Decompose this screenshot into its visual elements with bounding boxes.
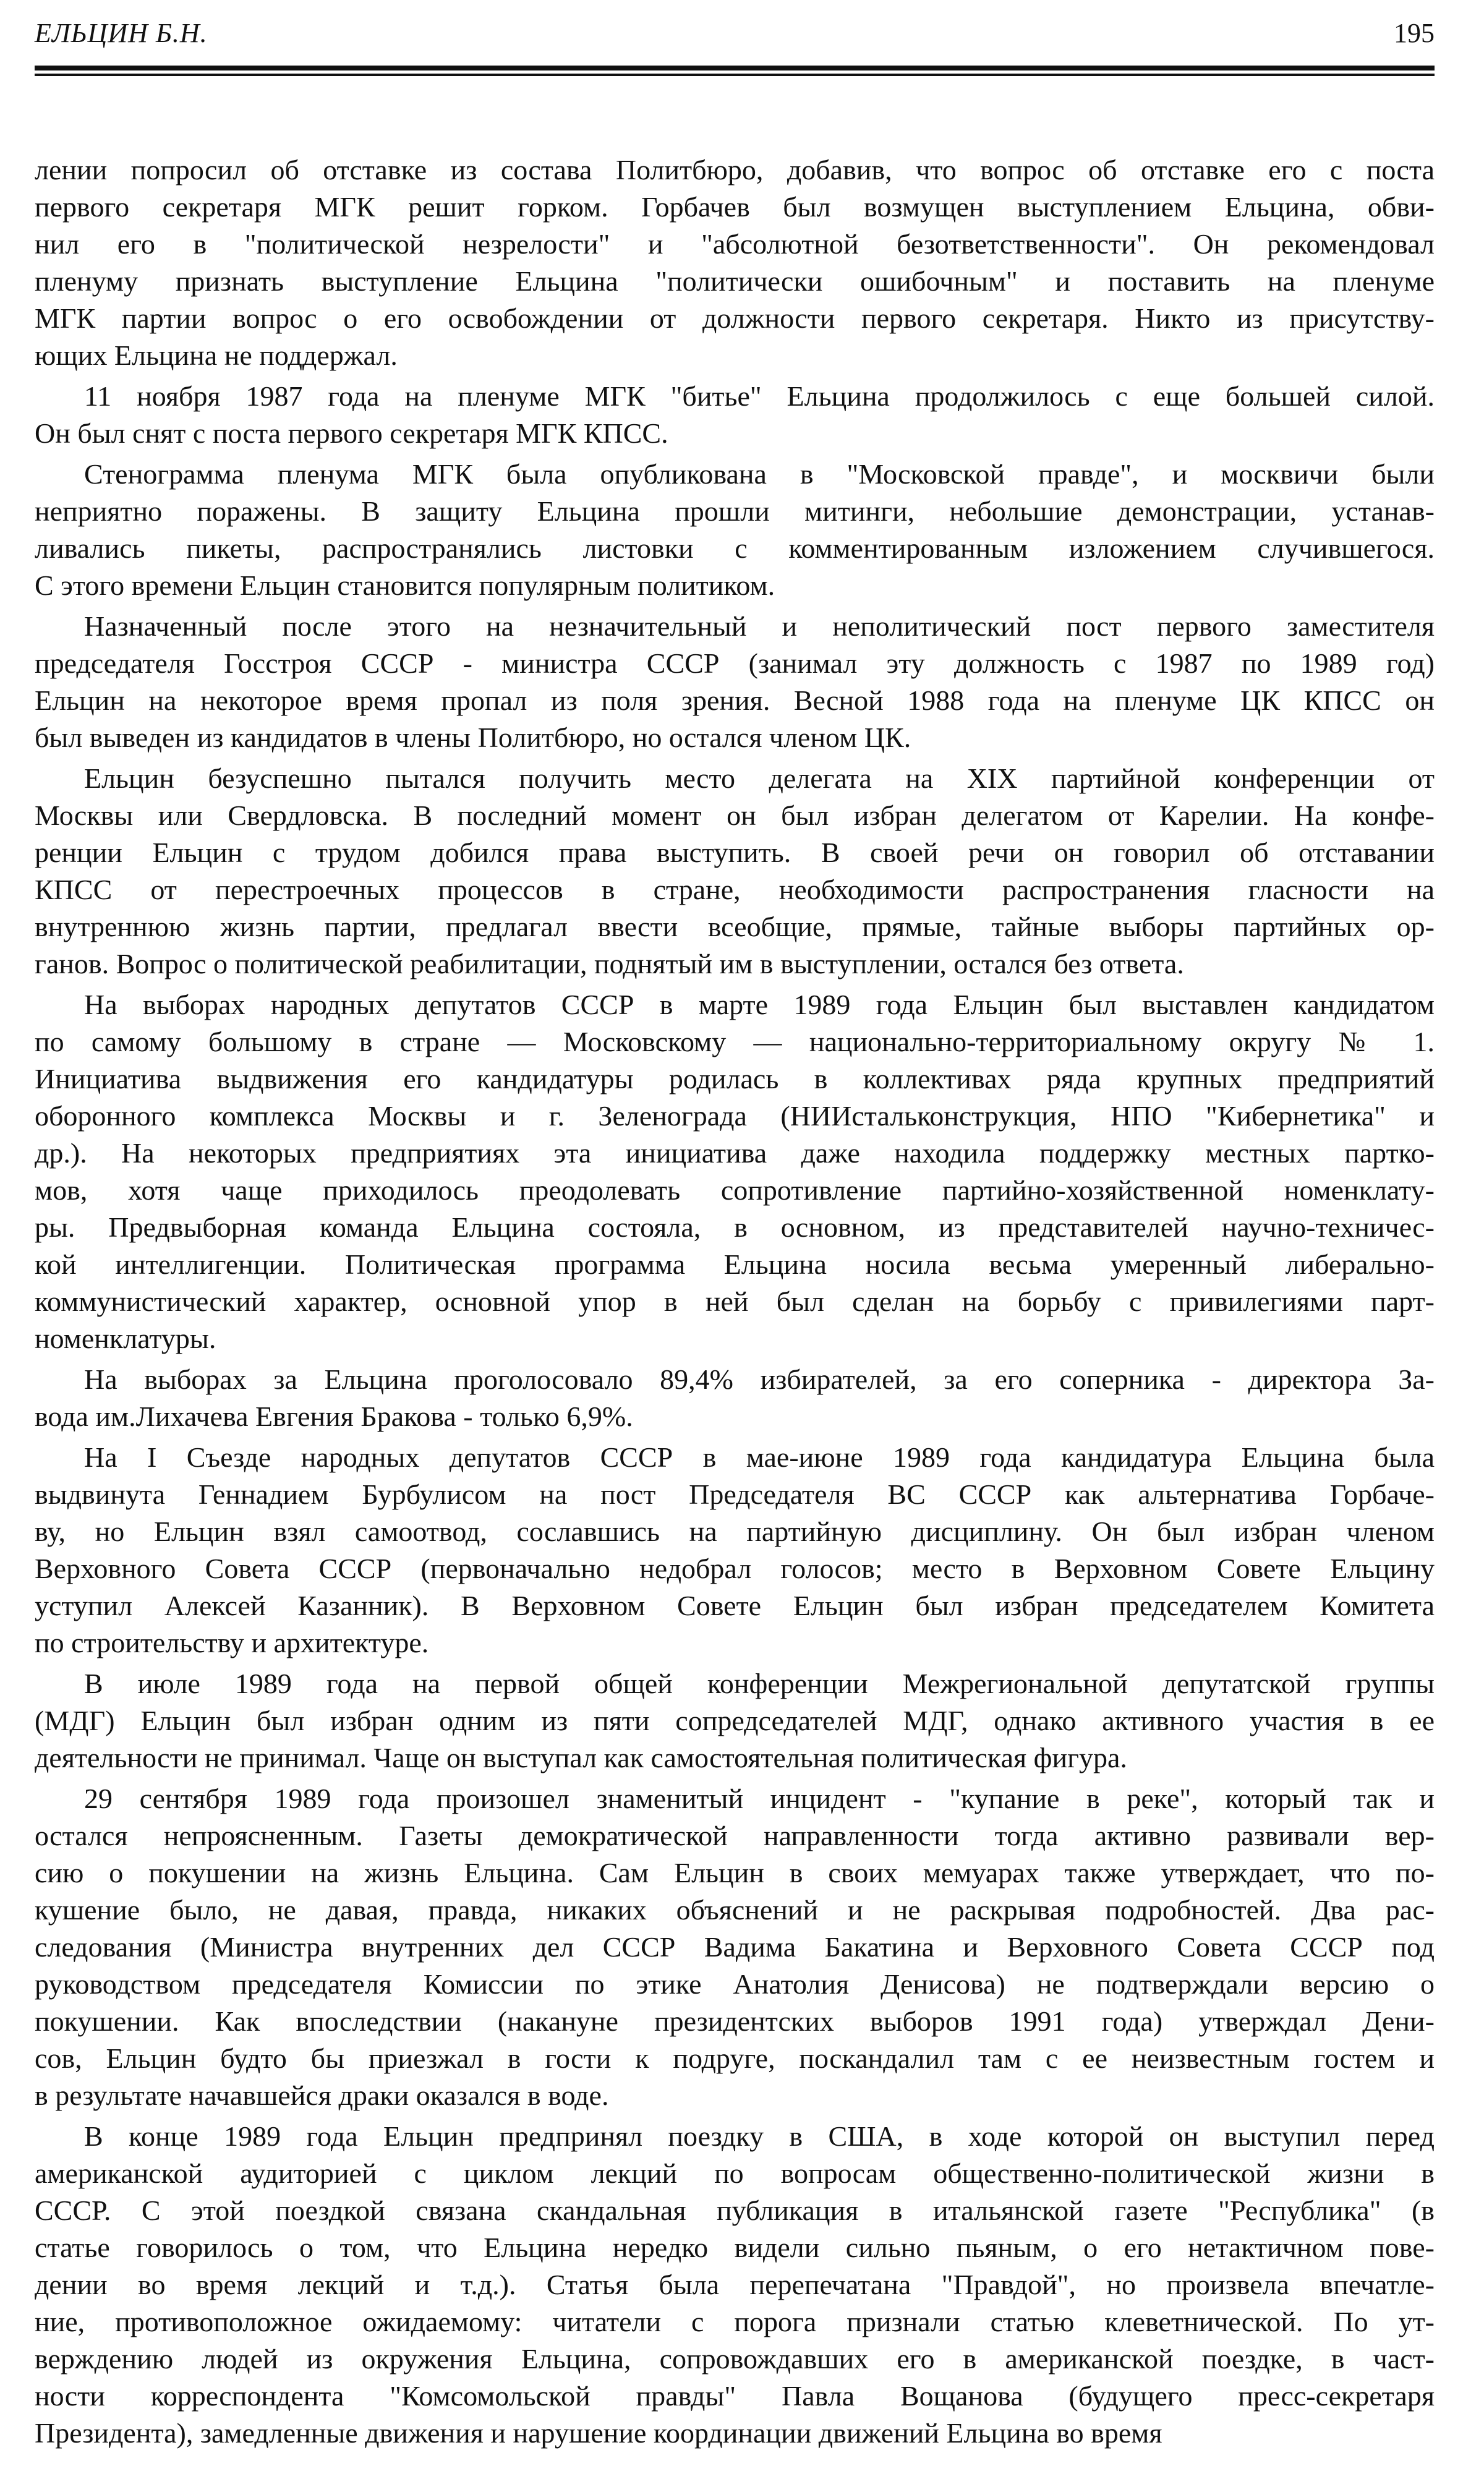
- text-line: 29 сентября 1989 года произошел знаменитый инцидент - "купание в реке", который так и: [84, 1783, 1435, 1814]
- header-rule-thin: [35, 74, 1435, 76]
- text-line: вода им.Лихачева Евгения Бракова - только 6,9%.: [35, 1401, 633, 1432]
- text-line: ности корреспондента "Комсомольской правды" Павла Вощанова (будущего пресс-секретаря: [35, 2380, 1435, 2412]
- paragraph: [35, 986, 1435, 1357]
- text-line: 11 ноября 1987 года на пленуме МГК "битье" Ельцина продолжилось с еще большей силой.: [84, 380, 1435, 412]
- text-line: сов, Ельцин будто бы приезжал в гости к подруге, поскандалил там с ее неизвестным гостем и: [35, 2042, 1435, 2074]
- text-line: ливались пикеты, распространялись листовки с комментированным изложением случившегося.: [35, 532, 1435, 564]
- text-line: ву, но Ельцин взял самоотвод, сославшись на партийную дисциплину. Он был избран членом: [35, 1516, 1435, 1547]
- text-line: КПСС от перестроечных процессов в стране, необходимости распространения гласности на: [35, 874, 1435, 905]
- text-line: был выведен из кандидатов в члены Политбюро, но остался членом ЦК.: [35, 722, 911, 753]
- text-line: уступил Алексей Казанник). В Верховном Совете Ельцин был избран председателем Комитета: [35, 1590, 1435, 1621]
- text-line: ющих Ельцина не поддержал.: [35, 339, 398, 371]
- text-line: На I Съезде народных депутатов СССР в мае-июне 1989 года кандидатура Ельцина была: [84, 1441, 1435, 1473]
- paragraph: [35, 1780, 1435, 2114]
- text-line: Москвы или Свердловска. В последний момент он был избран делегатом от Карелии. На конфе-: [35, 800, 1435, 831]
- text-line: СССР. С этой поездкой связана скандальная публикация в итальянской газете "Республика" (в: [35, 2195, 1435, 2226]
- paragraph: [35, 1665, 1435, 1777]
- paragraph: [35, 151, 1435, 374]
- text-line: МГК партии вопрос о его освобождении от должности первого секретаря. Никто из присутству-: [35, 302, 1435, 334]
- text-line: нил его в "политической незрелости" и "абсолютной безответственности". Он рекомендовал: [35, 228, 1435, 260]
- page-number: 195: [1394, 18, 1435, 48]
- paragraph: [35, 378, 1435, 452]
- text-line: ганов. Вопрос о политической реабилитации, поднятый им в выступлении, остался без ответа.: [35, 948, 1184, 979]
- text-line: кушение было, не давая, правда, никаких объяснений и не раскрывая подробностей. Два рас-: [35, 1894, 1435, 1926]
- text-line: ние, противоположное ожидаемому: читатели с порога признали статью клеветнической. По ут-: [35, 2306, 1435, 2337]
- text-line: С этого времени Ельцин становится популярным политиком.: [35, 570, 775, 601]
- text-line: лении попросил об отставке из состава Политбюро, добавив, что вопрос об отставке его с поста: [35, 154, 1435, 186]
- text-line: внутреннюю жизнь партии, предлагал ввести всеобщие, прямые, тайные выборы партийных ор-: [35, 911, 1435, 942]
- text-line: остался непроясненным. Газеты демократической направленности тогда активно развивали вер-: [35, 1820, 1435, 1851]
- paragraph: [35, 608, 1435, 756]
- text-line: верждению людей из окружения Ельцина, сопровождавших его в американской поездке, в част-: [35, 2343, 1435, 2375]
- text-line: первого секретаря МГК решит горком. Горбачев был возмущен выступлением Ельцина, обви-: [35, 191, 1435, 223]
- paragraph: [35, 760, 1435, 983]
- text-line: неприятно поражены. В защиту Ельцина прошли митинги, небольшие демонстрации, устанав-: [35, 495, 1435, 527]
- text-line: дении во время лекций и т.д.). Статья была перепечатана "Правдой", но произвела впечатле-: [35, 2269, 1435, 2300]
- text-line: покушении. Как впоследствии (накануне президентских выборов 1991 года) утверждал Дени-: [35, 2005, 1435, 2037]
- paragraph: [35, 1439, 1435, 1662]
- text-line: американской аудиторией с циклом лекций по вопросам общественно-политической жизни в: [35, 2157, 1435, 2189]
- text-line: руководством председателя Комиссии по этике Анатолия Денисова) не подтверждали версию о: [35, 1968, 1435, 2000]
- header-rule-thick: [35, 66, 1435, 70]
- text-line: Стенограмма пленума МГК была опубликована в "Московской правде", и москвичи были: [84, 458, 1435, 490]
- paragraph: [35, 2118, 1435, 2452]
- page-body-text: [35, 151, 1435, 2452]
- text-line: председателя Госстроя СССР - министра СССР (занимал эту должность с 1987 по 1989 год): [35, 647, 1435, 679]
- text-line: пленуму признать выступление Ельцина "политически ошибочным" и поставить на пленуме: [35, 265, 1435, 297]
- text-line: выдвинута Геннадием Бурбулисом на пост Председателя ВС СССР как альтернатива Горбаче-: [35, 1479, 1435, 1510]
- text-line: коммунистический характер, основной упор в ней был сделан на борьбу с привилегиями парт-: [35, 1286, 1435, 1317]
- text-line: В конце 1989 года Ельцин предпринял поездку в США, в ходе которой он выступил перед: [84, 2120, 1435, 2152]
- text-line: На выборах народных депутатов СССР в марте 1989 года Ельцин был выставлен кандидатом: [84, 989, 1435, 1020]
- text-line: деятельности не принимал. Чаще он выступал как самостоятельная политическая фигура.: [35, 1742, 1127, 1773]
- text-line: Ельцин безуспешно пытался получить место делегата на XIX партийной конференции от: [84, 762, 1435, 794]
- text-line: мов, хотя чаще приходилось преодолевать сопротивление партийно-хозяйственной номенклату-: [35, 1174, 1435, 1206]
- text-line: Инициатива выдвижения его кандидатуры родилась в коллективах ряда крупных предприятий: [35, 1063, 1435, 1095]
- text-line: др.). На некоторых предприятиях эта инициатива даже находила поддержку местных партко-: [35, 1137, 1435, 1169]
- text-line: Ельцин на некоторое время пропал из поля зрения. Весной 1988 года на пленуме ЦК КПСС он: [35, 685, 1435, 716]
- text-line: Верховного Совета СССР (первоначально недобрал голосов; место в Верховном Совете Ельцину: [35, 1553, 1435, 1584]
- text-line: кой интеллигенции. Политическая программа Ельцина носила весьма умеренный либерально-: [35, 1248, 1435, 1280]
- text-line: В июле 1989 года на первой общей конференции Межрегиональной депутатской группы: [84, 1668, 1435, 1699]
- text-line: ренции Ельцин с трудом добился права выступить. В своей речи он говорил об отставании: [35, 837, 1435, 868]
- running-title: ЕЛЬЦИН Б.Н.: [35, 18, 208, 48]
- text-line: Он был снят с поста первого секретаря МГК КПСС.: [35, 417, 668, 449]
- text-line: (МДГ) Ельцин был избран одним из пяти сопредседателей МДГ, однако активного участия в ее: [35, 1705, 1435, 1736]
- text-line: Назначенный после этого на незначительный и неполитический пост первого заместителя: [84, 610, 1435, 642]
- text-line: в результате начавшейся драки оказался в воде.: [35, 2080, 609, 2111]
- text-line: ры. Предвыборная команда Ельцина состояла, в основном, из представителей научно-техничес-: [35, 1211, 1435, 1243]
- text-line: На выборах за Ельцина проголосовало 89,4% избирателей, за его соперника - директора За-: [84, 1363, 1435, 1395]
- paragraph: [35, 456, 1435, 604]
- text-line: оборонного комплекса Москвы и г. Зеленограда (НИИстальконструкция, НПО "Кибернетика" и: [35, 1100, 1435, 1132]
- text-line: Президента), замедленные движения и нарушение координации движений Ельцина во время: [35, 2417, 1162, 2449]
- text-line: номенклатуры.: [35, 1323, 216, 1354]
- paragraph: [35, 1361, 1435, 1435]
- text-line: следования (Министра внутренних дел СССР Вадима Бакатина и Верховного Совета СССР под: [35, 1931, 1435, 1963]
- text-line: статье говорилось о том, что Ельцина нередко видели сильно пьяным, о его нетактичном пове-: [35, 2232, 1435, 2263]
- text-line: по строительству и архитектуре.: [35, 1627, 429, 1658]
- text-line: по самому большому в стране — Московскому — национально-территориальному округу № 1.: [35, 1026, 1435, 1057]
- text-line: сию о покушении на жизнь Ельцина. Сам Ельцин в своих мемуарах также утверждает, что по-: [35, 1857, 1435, 1888]
